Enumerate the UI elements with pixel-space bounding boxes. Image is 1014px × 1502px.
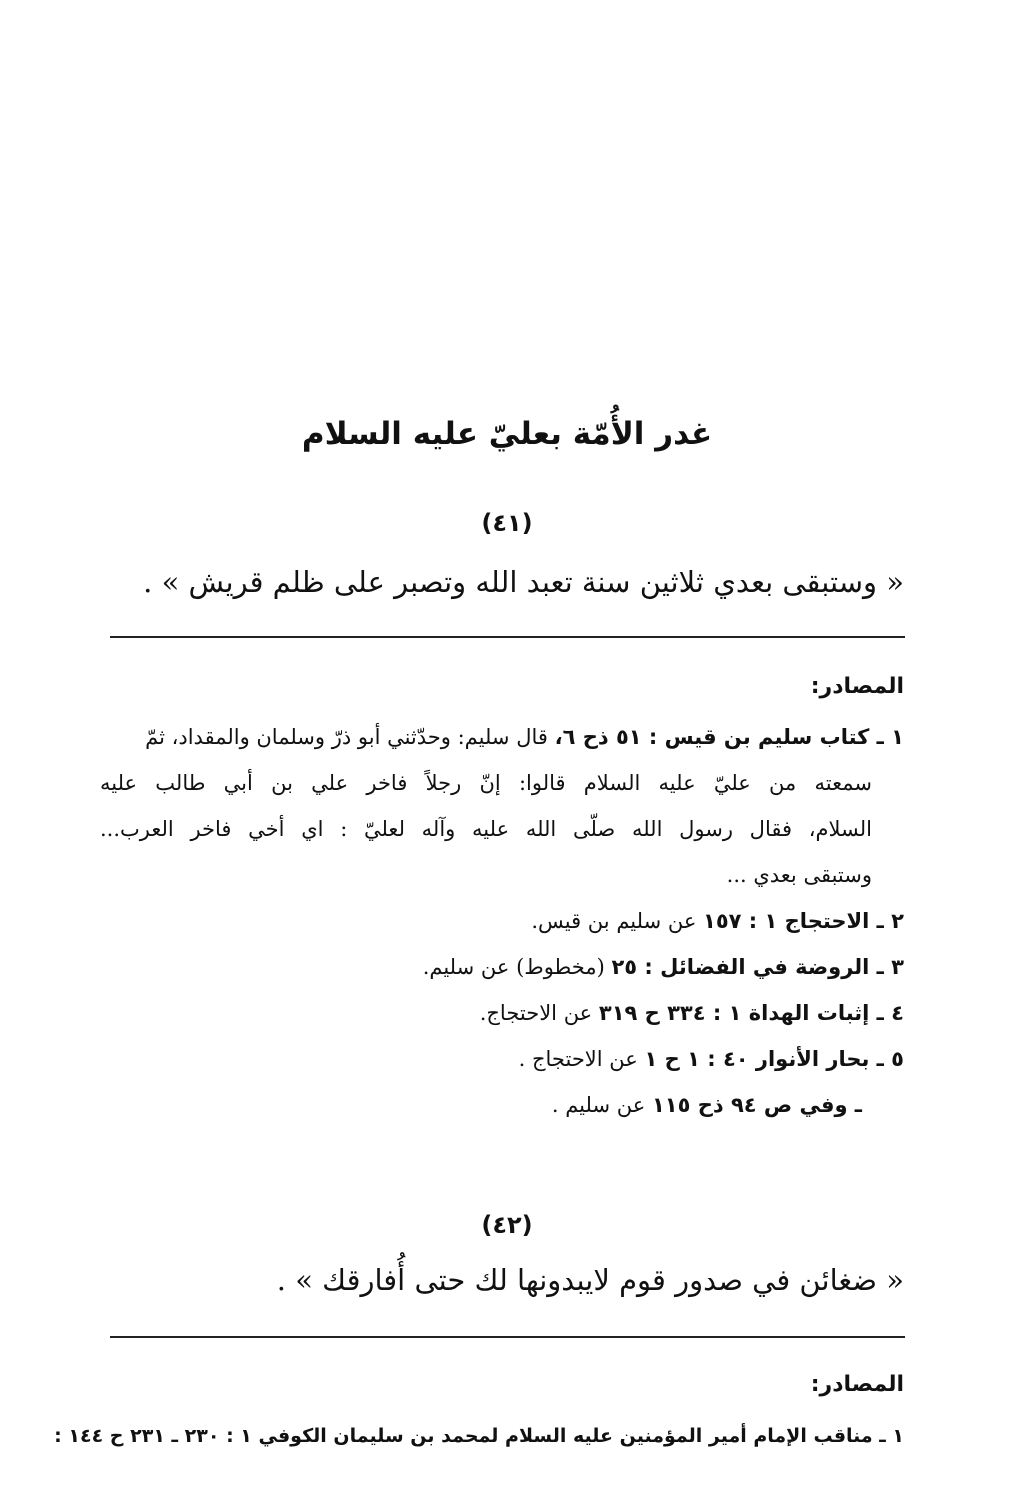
source-item-5-text: عن الاحتجاج .	[518, 1047, 645, 1071]
source-item-4-ref: ٤ ـ إثبات الهداة ١ : ٣٣٤ ح ٣١٩	[598, 1001, 904, 1025]
source-item-4	[100, 990, 904, 1036]
source-item-2-text: عن سليم بن قيس.	[531, 909, 704, 933]
source-item-4-text: عن الاحتجاج.	[479, 1001, 599, 1025]
hadith-number-41: (٤١)	[481, 509, 533, 537]
chapter-title: غدر الأُمّة بعليّ عليه السلام	[301, 416, 713, 452]
source-item-5-sub-ref: ـ وفي ص ٩٤ ذح ١١٥	[651, 1093, 862, 1117]
source-item-3	[100, 944, 904, 990]
divider-rule-41	[110, 636, 905, 638]
source-item-1-ref: ١ ـ كتاب سليم بن قيس : ٥١ ذح ٦،	[554, 725, 904, 749]
source-item-1-text: قال سليم: وحدّثني أبو ذرّ وسلمان والمقداد، ثمّ	[145, 725, 555, 749]
source-item-2-ref: ٢ ـ الاحتجاج ١ : ١٥٧	[703, 909, 904, 933]
source-item-1-line-2: سمعته من عليّ عليه السلام قالوا: إنّ رجلاً فاخر علي بن أبي طالب عليه	[100, 771, 872, 795]
sources-list-41	[100, 714, 904, 1128]
source-item-1	[100, 714, 904, 760]
source-item-2	[100, 898, 904, 944]
source-item-1-line-3: السلام، فقال رسول الله صلّى الله عليه وآله لعليّ : اي أخي فاخر العرب...	[100, 817, 872, 841]
source-item-5-sub-text: عن سليم .	[551, 1093, 652, 1117]
source-item-3-ref: ٣ ـ الروضة في الفضائل : ٢٥	[611, 955, 904, 979]
source-item-5	[100, 1036, 904, 1082]
source-item-42-1: ١ ـ مناقب الإمام أمير المؤمنين عليه السلام لمحمد بن سليمان الكوفي ١ : ٢٣٠ ـ ٢٣١ ح ١٤٤ :	[54, 1425, 904, 1447]
hadith-text-42: « ضغائن في صدور قوم لايبدونها لك حتى أُفارقك » .	[276, 1263, 904, 1297]
divider-rule-42	[110, 1336, 905, 1338]
source-item-5-sub	[100, 1082, 904, 1128]
source-item-5-ref: ٥ ـ بحار الأنوار ٤٠ : ١ ح ١	[644, 1047, 904, 1071]
hadith-number-42: (٤٢)	[481, 1211, 533, 1239]
source-item-3-text: (مخطوط) عن سليم.	[422, 955, 612, 979]
source-item-1-line-4: وستبقى بعدي ...	[726, 863, 872, 887]
sources-heading-42: المصادر:	[810, 1372, 904, 1397]
sources-heading-41: المصادر:	[810, 674, 904, 699]
hadith-text-41: « وستبقى بعدي ثلاثين سنة تعبد الله وتصبر على ظلم قريش » .	[143, 565, 904, 599]
